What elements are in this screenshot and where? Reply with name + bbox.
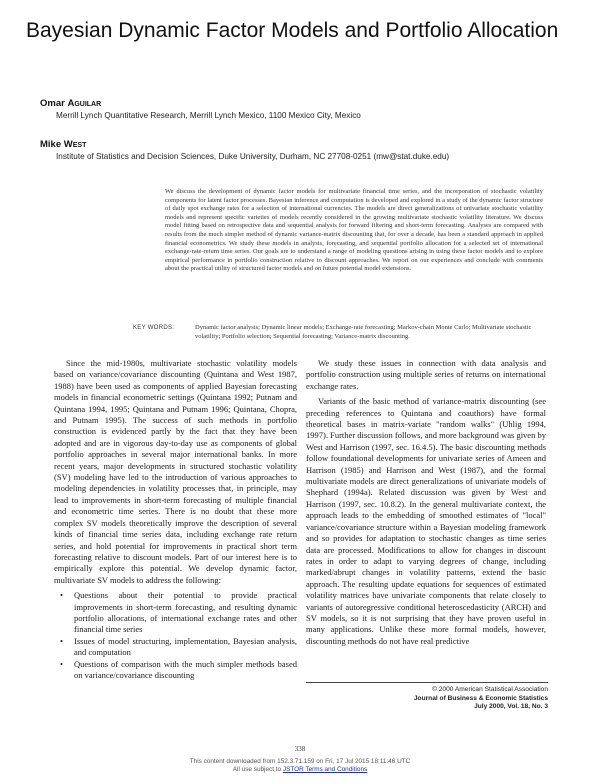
download-notice [0,758,600,774]
journal-issue: July 2000, Vol. 18, No. 3 [474,703,548,711]
copyright-notice: © 2000 American Statistical Association [432,686,548,693]
question-list [54,590,297,681]
jstor-terms-link[interactable]: JSTOR Terms and Conditions [282,766,368,773]
author-1-name: Omar Aguilar [40,98,102,109]
body-left-column [54,358,297,681]
terms-line: All use subject to JSTOR Terms and Conditions [232,766,368,773]
author-1-affiliation: Merrill Lynch Quantitative Research, Merrill Lynch Mexico, 1100 Mexico City, Mexico [56,111,361,120]
body-paragraph: Variants of the basic method of variance-matrix discounting (see preceding references to Quintana and coauthors) have formal theoretical bases in matrix-variate "random walks" (Uhlig 1994, 1997). Further discussion follows, and more background was given by West and Harrison (1997, sec. 16.4.5). The basic discounting methods follow foundational developments for univariate series of Ameen and Harrison (1985) and Harrison and West (1987), and the formal multivariate models are direct generalizations of univariate models of Shephard (1994a). Related discussion was given by West and Harrison (1997, sec. 10.8.2). In the general multivariate context, the approach leads to the embedding of smoothed estimates of "local" variance/covariance structure within a Bayesian modeling framework and so provides for adaptation to stochastic changes as time series data are processed. Modifications to allow for changes in discount rates in order to adapt to varying degrees of change, including marked/abrupt changes in volatility patterns, extend the basic approach. The resulting update equations for sequences of estimated volatility matrices have univariate components that relate closely to variants of autoregressive conditional heteroscedasticity (ARCH) and SV models, so it is not surprising that they have proven useful in many applications. Unlike these more formal models, however, discounting methods do not have real predictive [306,396,546,646]
paper-title: Bayesian Dynamic Factor Models and Portfolio Allocation [26,19,559,42]
list-item: • Questions of comparison with the much simpler methods based on variance/covariance discounting [54,659,297,682]
journal-info [414,686,548,712]
footer-divider [306,682,548,683]
page-number: 338 [294,745,306,753]
author-2-name: Mike West [40,139,87,150]
keywords-label: KEY WORDS: [133,325,175,331]
abstract: We discuss the development of dynamic factor models for multivariate financial time series, and the incorporation of stochastic volatility components for latent factor processes. Bayesian inference and computation is developed and explored in a study of the dynamic factor structure of daily spot exchange rates for a selection of international currencies. The models are direct generalizations of univariate stochastic volatility models and represent specific varieties of models recently considered in the growing multivariate stochastic volatility literature. We discuss model fitting based on retrospective data and sequential analysis for forward filtering and short-term forecasting. Analyses are compared with results from the much simpler method of dynamic variance-matrix discounting that, for over a decade, has been a standard approach in applied financial econometrics. We study these models in analysis, forecasting, and sequential portfolio allocation for a selected set of international exchange-rate-return time series. Our goals are to understand a range of modeling questions arising in using these factor models and to explore empirical performance in portfolio construction relative to discount approaches. We report on our experiences and conclude with comments about the practical utility of structured factor models and on future potential model extensions. [165,188,543,273]
body-paragraph: Since the mid-1980s, multivariate stochastic volatility models based on variance/covariance discounting (Quintana and West 1987, 1988) have been used as components of applied Bayesian forecasting models in financial econometric settings (Quintana 1992; Putnam and Quintana 1994, 1995; Quintana and Putnam 1996; Quintana, Chopra, and Putnam 1995). The success of such methods in portfolio construction is evidenced partly by the fact that they have been adopted and are in vigorous day-to-day use as components of global portfolio approaches in several major international banks. In more recent years, major developments in structured stochastic volatility (SV) modeling have led to the introduction of various approaches to modeling dependencies in volatility processes that, in principle, may lead to improvements in short-term forecasting of multiple financial and econometric time series. There is no doubt that these more complex SV models theoretically improve the description of several kinds of financial time series data, including exchange rate return series, and hold potential for improvements in practical short term forecasting relative to discount models. Part of our interest here is to empirically explore this potential. We develop dynamic factor, multivariate SV models to address the following: [54,358,297,585]
keywords-block [133,324,545,341]
list-item: • Questions about their potential to provide practical improvements in short-term forecasting, and resulting dynamic portfolio allocations, of international exchange rates and other financial time series [54,590,297,636]
keywords-text: Dynamic factor analysis; Dynamic linear models; Exchange-rate forecasting; Markov-chain Monte Carlo; Multivariate stochastic volatility; Portfolio selection; Sequential forecasting; Variance-matrix discounting. [195,324,532,340]
body-paragraph: We study these issues in connection with data analysis and portfolio construction using multiple series of returns on international exchange rates. [306,358,546,391]
journal-name: Journal of Business & Economic Statistics [413,694,548,702]
download-line: This content downloaded from 152.3.71.159 on Fri, 17 Jul 2015 18:11:46 UTC [189,758,411,765]
author-2-affiliation: Institute of Statistics and Decision Sciences, Duke University, Durham, NC 27708-0251 (mw@stat.duke.edu) [56,152,450,161]
body-right-column [306,358,546,647]
list-item: • Issues of model structuring, implementation, Bayesian analysis, and computation [54,636,297,659]
